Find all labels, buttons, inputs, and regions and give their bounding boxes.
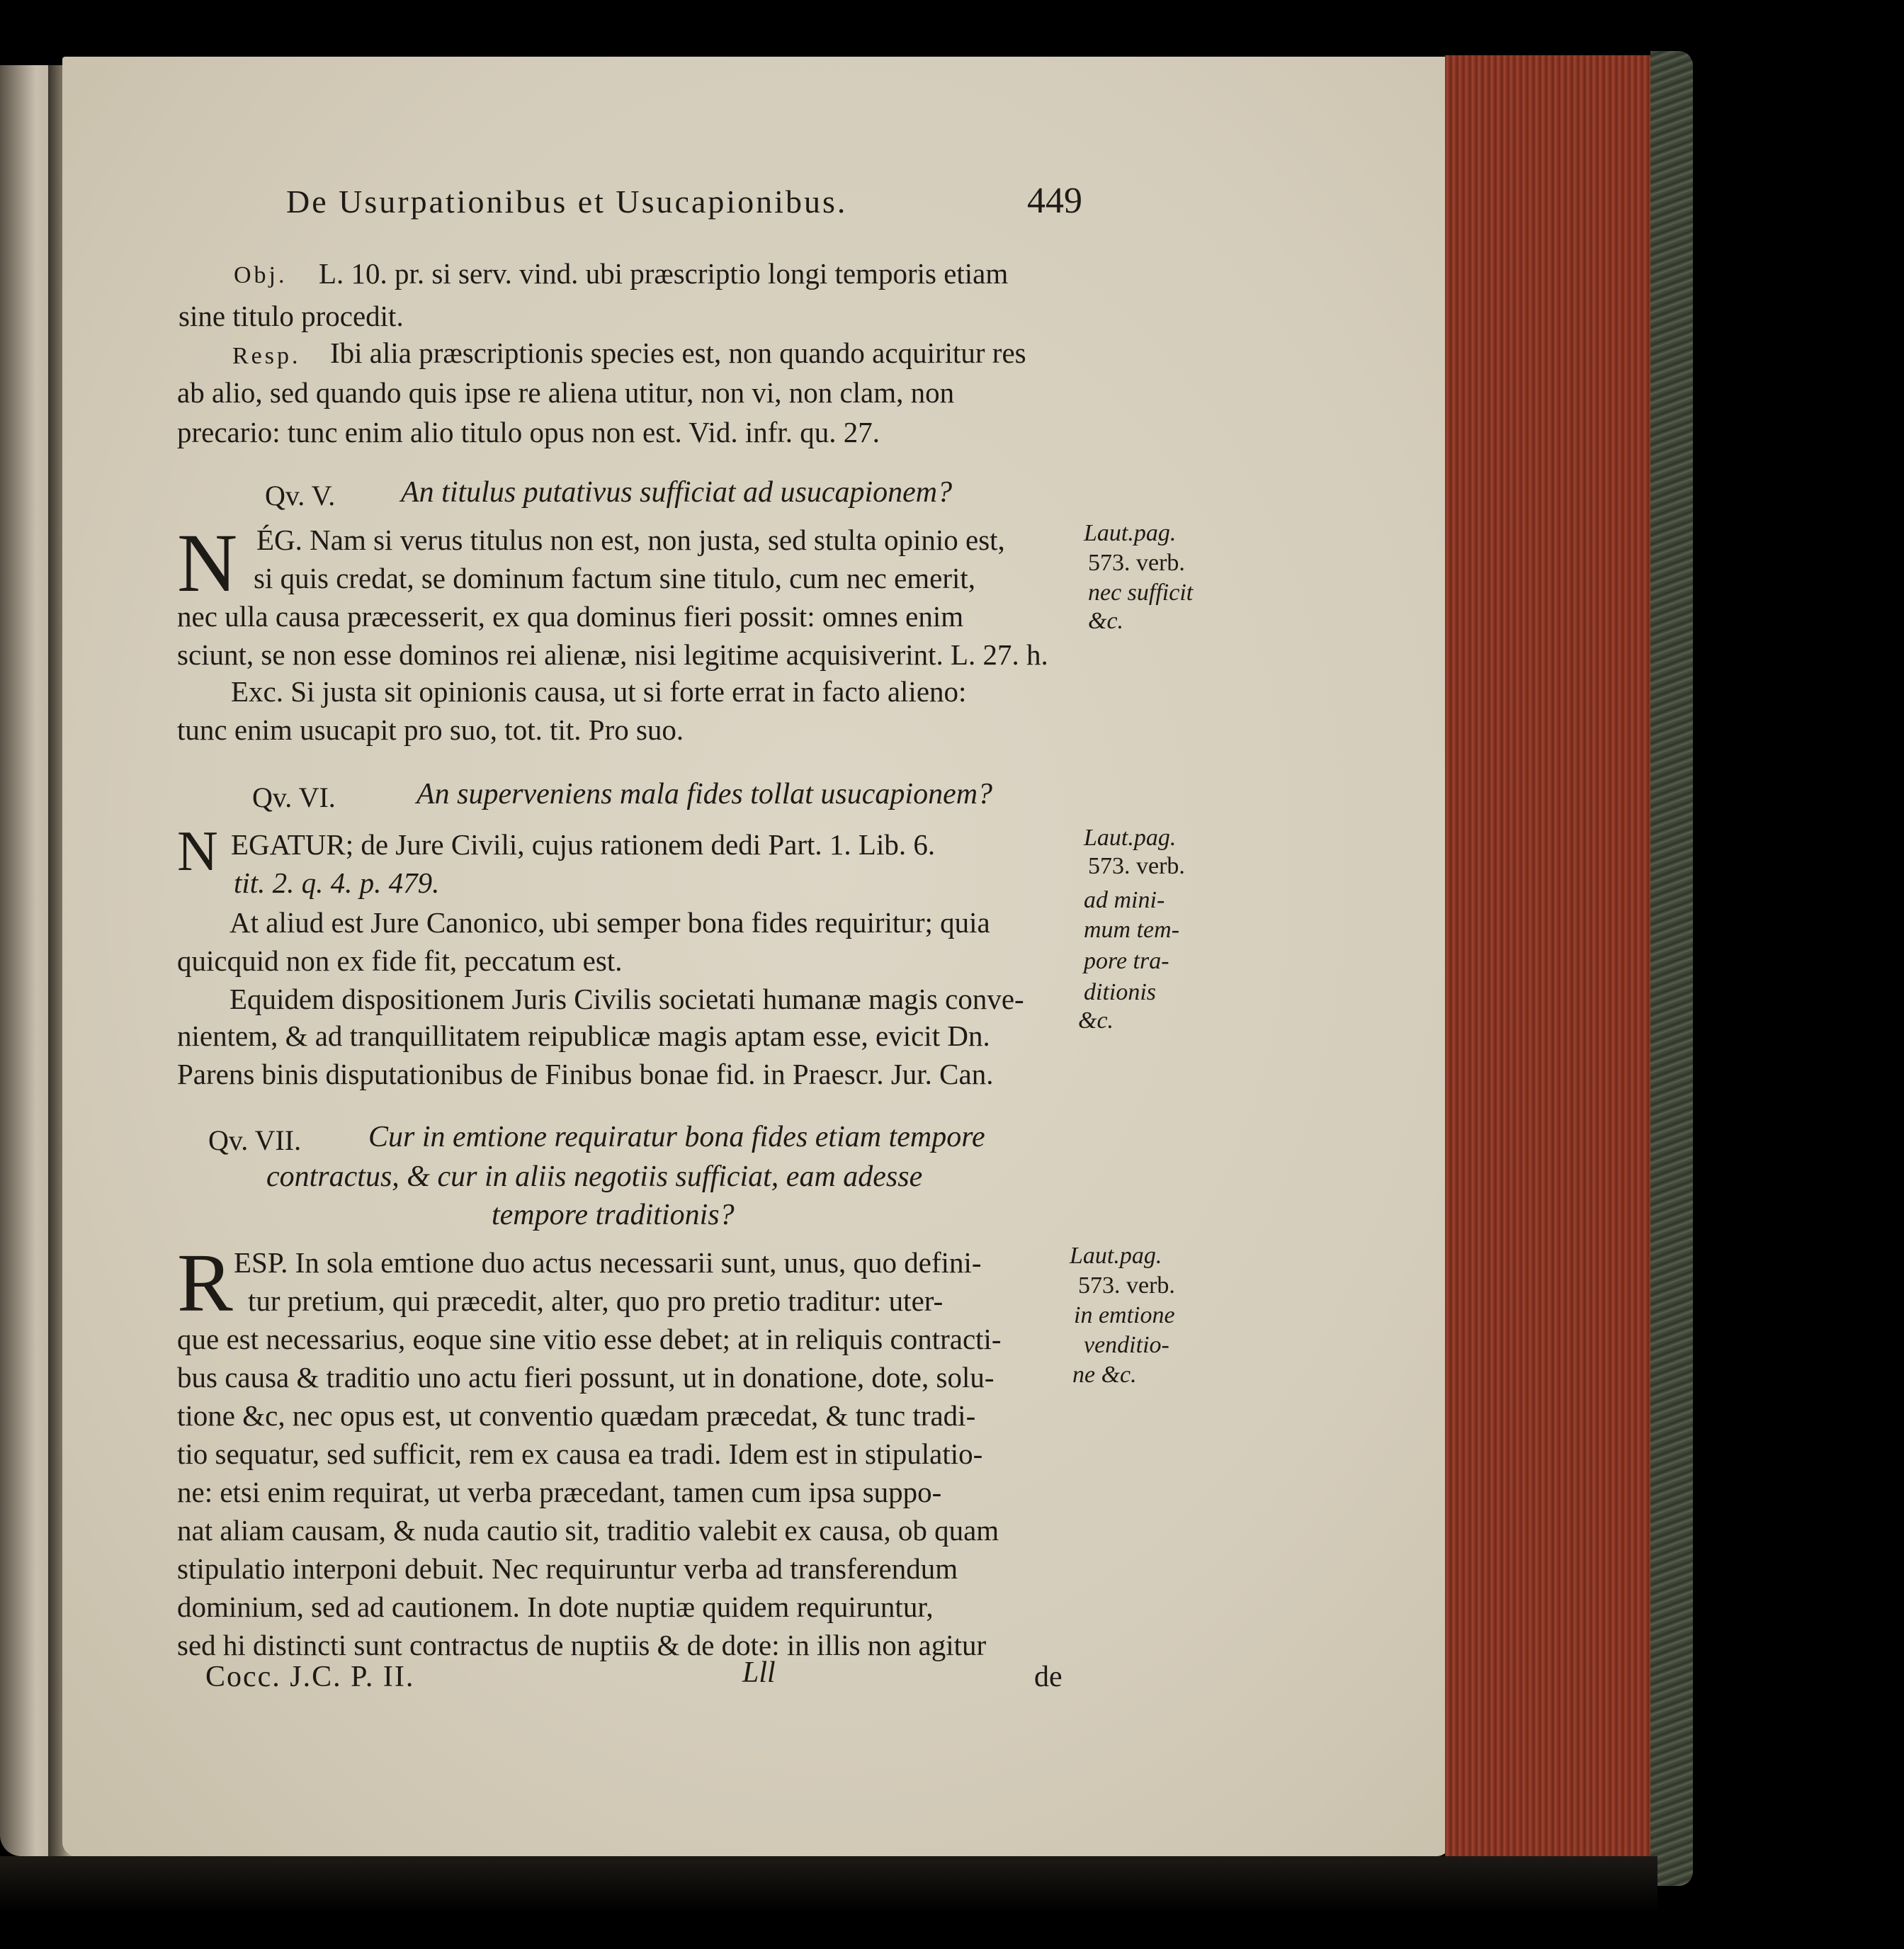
q5-margin-1: Laut.pag. (1084, 520, 1177, 546)
q6-margin-4: mum tem- (1084, 917, 1180, 943)
page-number: 449 (1027, 181, 1082, 221)
running-header: De Usurpationibus et Usucapionibus. (286, 183, 848, 220)
q5-line-4: sciunt, se non esse dominos rei alienæ, nisi legitime acquisiverint. L. 27. h. (177, 638, 1048, 671)
q5-exc-2: tunc enim usucapit pro suo, tot. tit. Pro suo. (177, 713, 684, 746)
resp-line-3: precario: tunc enim alio titulo opus non est. Vid. infr. qu. 27. (177, 416, 880, 448)
q5-question: An titulus putativus sufficiat ad usucapionem? (401, 476, 953, 509)
q6-line-3: At aliud est Jure Canonico, ubi semper bona fides requiritur; quia (230, 906, 990, 939)
q7-line-6: tio sequatur, sed sufficit, rem ex causa ea tradi. Idem est in stipulatio- (177, 1437, 983, 1470)
q7-line-10: dominium, sed ad cautionem. In dote nuptiæ quidem requiruntur, (177, 1591, 934, 1623)
q6-margin-6: ditionis (1084, 979, 1157, 1005)
q5-line-3: nec ulla causa præcesserit, ex qua dominus fieri possit: omnes enim (177, 600, 964, 633)
obj-line-1: L. 10. pr. si serv. vind. ubi præscriptio longi temporis etiam (319, 257, 1009, 290)
q7-line-3: que est necessarius, eoque sine vitio esse debet; at in reliquis contracti- (177, 1323, 1002, 1355)
q7-line-4: bus causa & traditio uno actu fieri possunt, ut in donatione, dote, solu- (177, 1361, 994, 1394)
sheet-mark: Lll (742, 1656, 776, 1689)
q5-margin-2: 573. verb. (1088, 550, 1185, 576)
q5-line-2: si quis credat, se dominum factum sine titulo, cum nec emerit, (254, 562, 976, 594)
q6-line-1: EGATUR; de Jure Civili, cujus rationem dedi Part. 1. Lib. 6. (231, 828, 936, 861)
q5-margin-3: nec sufficit (1088, 580, 1194, 606)
background-shadow (0, 1856, 1658, 1913)
q6-line-7: Parens binis disputationibus de Finibus bonae fid. in Praescr. Jur. Can. (177, 1058, 994, 1090)
q7-margin-4: venditio- (1084, 1332, 1169, 1358)
resp-label: Resp. (232, 343, 301, 369)
q6-line-6: nientem, & ad tranquillitatem reipublicæ magis aptam esse, evicit Dn. (177, 1019, 990, 1052)
resp-line-1: Ibi alia præscriptionis species est, non quando acquiritur res (330, 337, 1026, 369)
q6-margin-2: 573. verb. (1088, 853, 1185, 879)
q7-margin-2: 573. verb. (1078, 1272, 1175, 1299)
q6-margin-3: ad mini- (1084, 887, 1165, 913)
resp-line-2: ab alio, sed quando quis ipse re aliena utitur, non vi, non clam, non (177, 376, 955, 409)
q7-margin-3: in emtione (1074, 1302, 1175, 1328)
q7-line-1: ESP. In sola emtione duo actus necessarii sunt, unus, quo defini- (234, 1246, 982, 1279)
q5-margin-4: &c. (1088, 608, 1124, 634)
obj-label: Obj. (234, 262, 288, 288)
q7-line-7: ne: etsi enim requirat, ut verba præcedant, tamen cum ipsa suppo- (177, 1476, 942, 1508)
q5-line-1: ÉG. Nam si verus titulus non est, non justa, sed stulta opinio est, (256, 524, 1005, 556)
q6-label: Qv. VI. (252, 781, 336, 813)
q5-label: Qv. V. (265, 480, 336, 512)
q7-question-3: tempore traditionis? (492, 1199, 735, 1231)
q6-question: An superveniens mala fides tollat usucapionem? (416, 778, 993, 810)
q7-drop-initial: R (177, 1236, 233, 1329)
q6-margin-5: pore tra- (1084, 948, 1169, 974)
q7-label: Qv. VII. (208, 1124, 302, 1156)
q7-line-8: nat aliam causam, & nuda cautio sit, traditio valebit ex causa, ob quam (177, 1514, 999, 1547)
q6-margin-7: &c. (1078, 1007, 1114, 1034)
q5-drop-initial: N (177, 516, 238, 609)
q7-line-11: sed hi distincti sunt contractus de nuptiis & de dote: in illis non agitur (177, 1629, 987, 1661)
q6-line-4: quicquid non ex fide fit, peccatum est. (177, 944, 623, 977)
q7-question-1: Cur in emtione requiratur bona fides etiam tempore (368, 1121, 985, 1153)
q7-line-9: stipulatio interponi debuit. Nec requiruntur verba ad transferendum (177, 1552, 958, 1585)
catchword: de (1034, 1661, 1062, 1693)
q6-drop-initial: N (177, 820, 218, 883)
q7-line-2: tur pretium, qui præcedit, alter, quo pro pretio traditur: uter- (248, 1284, 944, 1317)
q6-line-5: Equidem dispositionem Juris Civilis societati humanæ magis conve- (230, 983, 1024, 1015)
q7-question-2: contractus, & cur in aliis negotiis sufficiat, eam adesse (266, 1160, 923, 1193)
page-block-edge (1445, 55, 1662, 1866)
q6-line-2: tit. 2. q. 4. p. 479. (234, 866, 440, 899)
signature-mark: Cocc. J.C. P. II. (205, 1661, 415, 1693)
q7-margin-5: ne &c. (1072, 1362, 1137, 1388)
q5-exc-1: Exc. Si justa sit opinionis causa, ut si forte errat in facto alieno: (231, 675, 967, 708)
book-cover (1650, 51, 1693, 1886)
q7-margin-1: Laut.pag. (1070, 1243, 1162, 1269)
q6-margin-1: Laut.pag. (1084, 825, 1177, 851)
obj-line-2: sine titulo procedit. (178, 300, 404, 332)
q7-line-5: tione &c, nec opus est, ut conventio quædam præcedat, & tunc tradi- (177, 1399, 976, 1432)
